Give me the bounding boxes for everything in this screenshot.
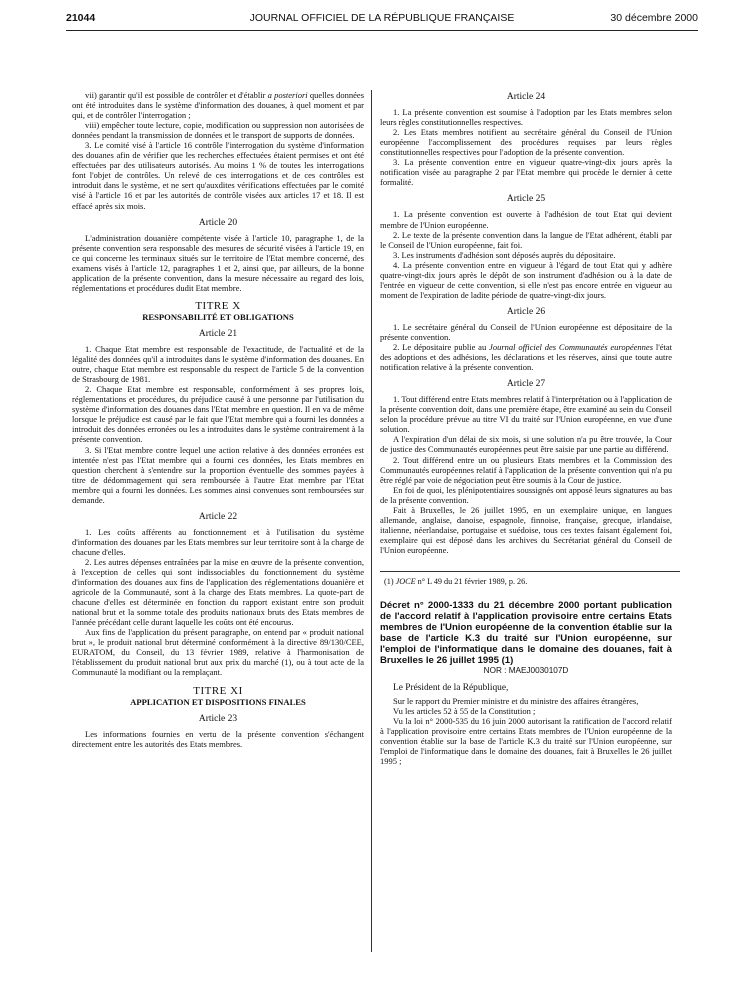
- left-column: [72, 90, 364, 749]
- article-22-para-3: Aux fins de l'application du présent paragraphe, on entend par « produit national brut », le produit national brut déterminé conformément à la directive 89/130/CEE, EURATOM, du Conseil, du 13 février 1989, relative à l'harmonisation de l'établissement du produit national brut aux prix du marché (1), ou à tout acte de la Communauté la modifiant ou la remplaçant.: [72, 627, 364, 678]
- article-20-heading: Article 20: [198, 217, 238, 228]
- footnote: (1) JOCE n° L 49 du 21 février 1989, p. 26.: [384, 576, 528, 586]
- article-26-para-1: 1. Le secrétaire général du Conseil de l'Union européenne est dépositaire de la présente convention.: [380, 321, 672, 342]
- article-21-para-2: 2. Chaque Etat membre est responsable, conformément à ses propres lois, réglementations et procédures, du préjudice causé à une personne par l'utilisation du système d'information des douanes dans l'Etat membre en question. Il en va de même lorsque le préjudice est causé par le fait que l'Etat membre qui a fourni les données a introduit des données erronées ou les a introduites dans le système contrairement à la présente convention.: [72, 384, 364, 445]
- nor-reference: NOR : MAEJ0030107D: [483, 666, 569, 676]
- article-26-heading: Article 26: [506, 306, 546, 317]
- rapport-line: Sur le rapport du Premier ministre et du ministre des affaires étrangères,: [393, 695, 639, 706]
- article-27-para-1: 1. Tout différend entre Etats membres relatif à l'interprétation ou à l'application de la présente convention doit, dans une première étape, être examiné au sein du Conseil selon la procédure prévue au titre VI du traité sur l'Union européenne, en vue d'une solution.: [380, 394, 673, 435]
- journal-title: JOURNAL OFFICIEL DE LA RÉPUBLIQUE FRANÇAISE: [249, 12, 515, 24]
- decree-title: Décret n° 2000-1333 du 21 décembre 2000 portant publication de l'accord relatif à l'application provisoire entre certains Etats membres de l'Union européenne de la convention établie sur la base de l'article K.3 du traité sur l'Union européenne, sur l'emploi de l'informatique dans le domaine des douanes, fait à Bruxelles le 26 juillet 1995 (1): [380, 600, 672, 666]
- article-25-para-3: 3. Les instruments d'adhésion sont déposés auprès du dépositaire.: [393, 249, 616, 260]
- titre-x-heading: TITRE X: [195, 299, 241, 312]
- titre-xi-subtitle: APPLICATION ET DISPOSITIONS FINALES: [130, 696, 306, 707]
- article-27-heading: Article 27: [506, 379, 546, 390]
- article-23-heading: Article 23: [198, 713, 238, 724]
- president-line: Le Président de la République,: [393, 682, 509, 693]
- article-21-para-3: 3. Si l'Etat membre contre lequel une action relative à des données erronées est intentée n'est pas l'Etat membre qui a fourni ces données, les Etats membres en question cherchent à s'entendre sur la proportion éventuelle des sommes payées à titre de dédommagement qui sera remboursée à l'autre Etat membre par l'Etat membre qui a fourni les données. Les sommes ainsi convenues sont remboursées sur demande.: [72, 444, 364, 505]
- article-22-heading: Article 22: [198, 511, 238, 522]
- article-24-para-2: 2. Les Etats membres notifient au secrétaire général du Conseil de l'Union européenne l'accomplissement des procédures requises par leurs règles constitutionnelles respectives pour l'adoption de la présente convention.: [380, 127, 672, 158]
- article-26-para-2: 2. Le dépositaire publie au Journal officiel des Communautés européennes l'état des adoptions et des adhésions, les déclarations et les réserves, ainsi que toute autre notification relative à la présente convention.: [380, 342, 673, 373]
- issue-date: 30 décembre 2000: [610, 12, 698, 24]
- article-27-para-4: En foi de quoi, les plénipotentiaires soussignés ont apposé leurs signatures au bas de la présente convention.: [380, 484, 672, 505]
- article-20-text: L'administration douanière compétente visée à l'article 10, paragraphe 1, de la présente convention sera responsable des mesures de sécurité visées à l'article 19, en ce qui concerne les terminaux situés sur le territoire de l'Etat membre concerné, des examens visés à l'article 12, paragraphes 1 et 2, ainsi que, par ailleurs, de la bonne application de la présente convention, dans la mesure nécessaire au regard des lois, réglementations et procédures dudit Etat membre.: [72, 232, 364, 293]
- titre-xi-heading: TITRE XI: [193, 684, 243, 697]
- titre-x-subtitle: RESPONSABILITÉ ET OBLIGATIONS: [142, 311, 294, 322]
- article-24-heading: Article 24: [506, 92, 546, 102]
- article-23-text: Les informations fournies en vertu de la présente convention s'échangent directement entre les autorités des Etats membres.: [72, 728, 364, 749]
- paragraph-viii: viii) empêcher toute lecture, copie, modification ou suppression non autorisées de données pendant la transmission de données et le transport de supports de données.: [72, 120, 364, 141]
- article-25-heading: Article 25: [506, 194, 546, 205]
- article-22-para-1: 1. Les coûts afférents au fonctionnement et à l'utilisation du système d'information des douanes par les Etats membres sur leur territoire sont à la charge de chacune d'elles.: [72, 526, 364, 557]
- page-number: 21044: [66, 12, 96, 24]
- article-22-para-2: 2. Les autres dépenses entraînées par la mise en œuvre de la présente convention, à l'exception de celles qui sont indissociables du fonctionnement du système d'information des douanes aux fins de l'application des réglementations douanière et agricole de la Communauté, sont à la charge des Etats membres. La quote-part de chacune d'elles est déterminée en fonction du rapport existant entre son produit national brut et la somme totale des produits nationaux bruts des Etats membres de l'année précédant celle durant laquelle les coûts ont été encourus.: [72, 556, 364, 628]
- page-header: [66, 12, 698, 28]
- article-25-para-2: 2. Le texte de la présente convention dans la langue de l'Etat adhérent, établi par le Conseil de l'Union européenne, fait foi.: [380, 229, 672, 250]
- paragraph-vii: vii) garantir qu'il est possible de contrôler et d'établir a posteriori quelles données ont été introduites dans le système d'information des douanes, à quel moment et par qui, et de contrôler l'interrogation ;: [72, 90, 365, 121]
- right-column: [380, 92, 672, 766]
- vu-constitution: Vu les articles 52 à 55 de la Constitution ;: [393, 705, 536, 716]
- paragraph-19-3: 3. Le comité visé à l'article 16 contrôle l'interrogation du système d'information des douanes afin de vérifier que les recherches effectuées étaient permises et ont été effectuées par des utilisateurs autorisés. Au moins 1 % de toutes les interrogations font l'objet de contrôles. Un relevé de ces interrogations et de ces contrôles est introduit dans le système, et ne sert qu'auxdites vérifications effectuées par le comité visé à l'article 16 et par les autorités de contrôle visées aux articles 17 et 18. Il est effacé après six mois.: [72, 140, 364, 211]
- article-25-para-4: 4. La présente convention entre en vigueur à l'égard de tout Etat qui y adhère quatre-vingt-dix jours après le dépôt de son instrument d'adhésion ou à la date de l'entrée en vigueur de cette convention, si elle n'est pas encore entrée en vigueur au moment de l'expiration de ladite période de quatre-vingt-dix jours.: [380, 259, 672, 300]
- footnote-rule: [380, 571, 680, 572]
- article-24-para-3: 3. La présente convention entre en vigueur quatre-vingt-dix jours après la notification visée au paragraphe 2 par l'Etat membre qui procède le dernier à cette formalité.: [380, 157, 672, 188]
- article-24-para-1: 1. La présente convention est soumise à l'adoption par les Etats membres selon leurs règles constitutionnelles respectives.: [380, 107, 672, 128]
- article-21-heading: Article 21: [198, 328, 238, 339]
- column-separator: [371, 90, 372, 952]
- article-27-para-2: A l'expiration d'un délai de six mois, si une solution n'a pu être trouvée, la Cour de justice des Communautés européennes peut être saisie par une partie au différend.: [380, 434, 672, 455]
- article-27-para-3: 2. Tout différend entre un ou plusieurs Etats membres et la Commission des Communautés européennes relatif à l'application de la présente convention qui n'a pu être réglé par voie de négociation peut être soumis à la Cour de justice.: [380, 454, 672, 485]
- article-27-para-5: Fait à Bruxelles, le 26 juillet 1995, en un exemplaire unique, en langues allemande, anglaise, danoise, espagnole, finnoise, française, grecque, irlandaise, italienne, néerlandaise, portugaise et suédoise, tous ces textes faisant également foi, exemplaire qui est déposé dans les archives du Secrétariat général du Conseil de l'Union européenne.: [380, 504, 672, 555]
- article-21-para-1: 1. Chaque Etat membre est responsable de l'exactitude, de l'actualité et de la légalité des données qu'il a introduites dans le système d'information des douanes. En outre, chaque Etat membre est responsable du respect de l'article 5 de la convention de Strasbourg de 1981.: [72, 344, 364, 385]
- header-rule: [66, 30, 698, 31]
- vu-loi: Vu la loi n° 2000-535 du 16 juin 2000 autorisant la ratification de l'accord relatif à l'application provisoire entre certains Etats membres de l'Union européenne de la convention établie sur la base de l'article K.3 du traité sur l'Union européenne, sur l'emploi de l'informatique dans le domaine des douanes, fait à Bruxelles le 26 juillet 1995 ;: [380, 715, 672, 766]
- article-25-para-1: 1. La présente convention est ouverte à l'adhésion de tout Etat qui devient membre de l'Union européenne.: [380, 209, 672, 230]
